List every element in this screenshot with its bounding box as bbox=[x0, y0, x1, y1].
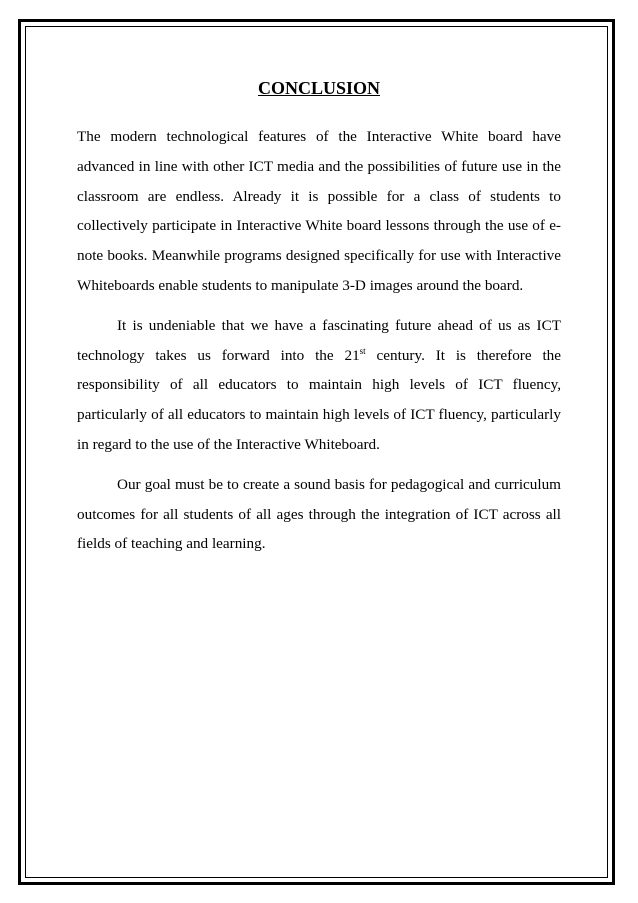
ordinal-superscript: st bbox=[359, 345, 366, 356]
paragraph-3: Our goal must be to create a sound basis for pedagogical and curriculum outcomes for all students of all ages through the integration of ICT across all fields of teaching and learning. bbox=[77, 475, 561, 553]
paragraph-1: The modern technological features of the Interactive White board have advanced in line with other ICT media and the possibilities of future use in the classroom are endless. Already it is possible for a class of students to collectively participate in Interactive White board lessons through the use of e-note books. Meanwhile programs designed specifically for use with Interactive Whiteboards enable students to manipulate 3-D images around the board. bbox=[77, 128, 561, 294]
paragraph-2 bbox=[77, 311, 561, 460]
document-body bbox=[77, 122, 561, 569]
paragraph-2-text-end: century. It is therefore the responsibility of all educators to maintain high levels of ICT fluency, particularly of all educators to maintain high levels of ICT fluency, particularly in regard to the use of the Interactive Whiteboard. bbox=[77, 346, 561, 453]
paragraph-2-text-start: It is undeniable that we have a fascinating future ahead of us as ICT technology takes us forward into the 21 bbox=[77, 316, 561, 364]
page-title: CONCLUSION bbox=[257, 78, 381, 98]
